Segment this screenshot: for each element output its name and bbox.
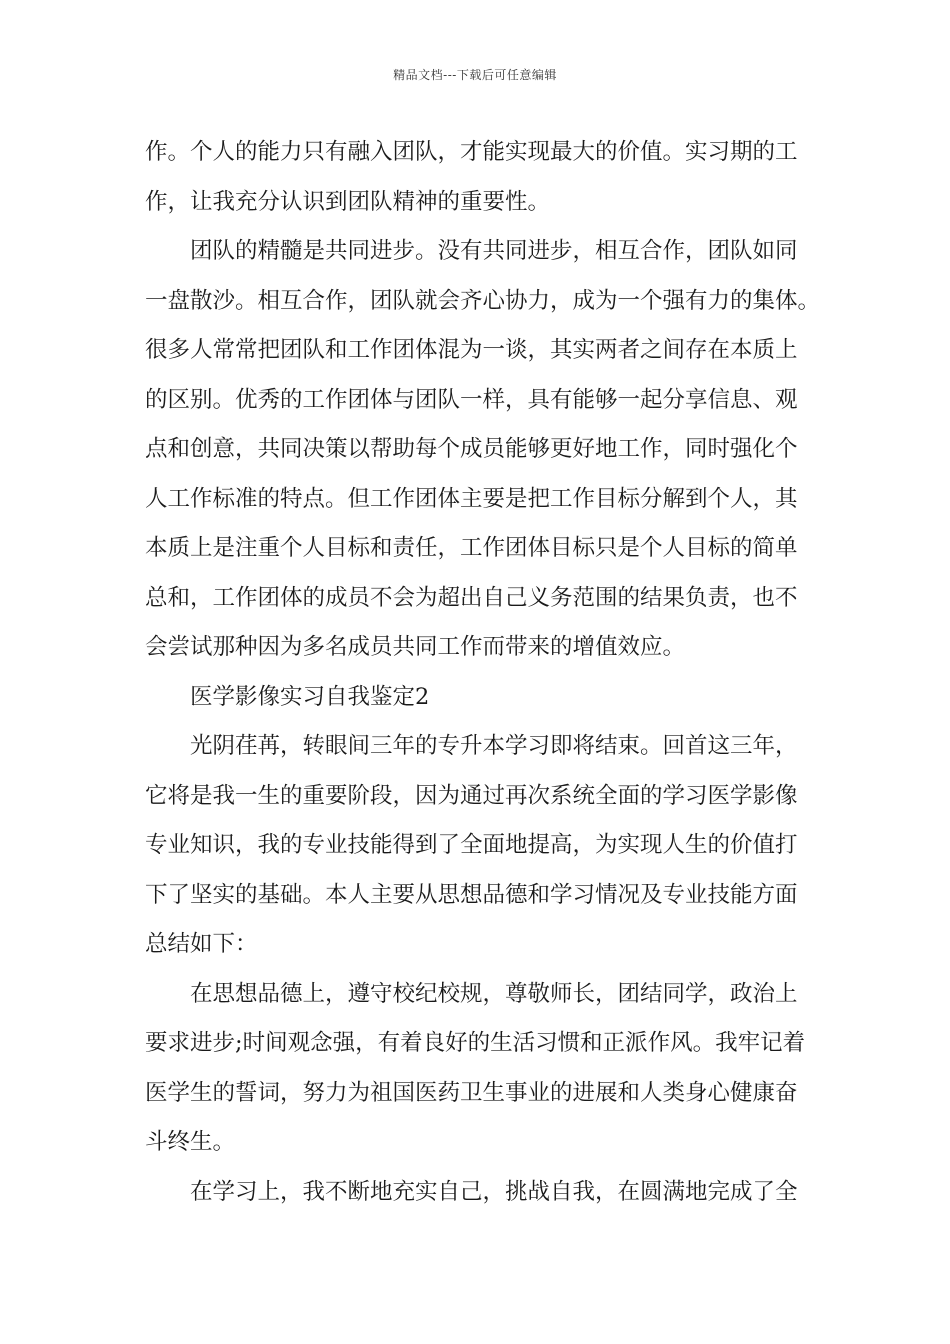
text-line: 的区别。优秀的工作团体与团队一样，具有能够一起分享信息、观 bbox=[145, 386, 798, 413]
text-line: 专业知识，我的专业技能得到了全面地提高，为实现人生的价值打 bbox=[145, 832, 798, 858]
text-line: 医学生的誓词，努力为祖国医药卫生事业的进展和人类身心健康奋 bbox=[145, 1079, 798, 1106]
page-header: 精品文档---下载后可任意编辑 bbox=[393, 68, 557, 82]
text-line: 一盘散沙。相互合作，团队就会齐心协力，成为一个强有力的集体。 bbox=[145, 287, 821, 314]
text-line: 总结如下： bbox=[145, 931, 258, 957]
text-line: 它将是我一生的重要阶段，因为通过再次系统全面的学习医学影像 bbox=[145, 782, 798, 809]
text-line: 在思想品德上，遵守校纪校规，尊敬师长，团结同学，政治上 bbox=[190, 980, 798, 1007]
text-line: 很多人常常把团队和工作团体混为一谈，其实两者之间存在本质上 bbox=[145, 337, 798, 363]
text-line: 会尝试那种因为多名成员共同工作而带来的增值效应。 bbox=[145, 634, 686, 660]
text-line: 要求进步;时间观念强，有着良好的生活习惯和正派作风。我牢记着 bbox=[145, 1030, 806, 1056]
text-line: 斗终生。 bbox=[145, 1129, 236, 1155]
text-line: 光阴荏苒，转眼间三年的专升本学习即将结束。回首这三年， bbox=[190, 733, 798, 759]
text-line: 本质上是注重个人目标和责任，工作团体目标只是个人目标的简单 bbox=[145, 535, 798, 561]
document-body bbox=[145, 128, 821, 1217]
text-line: 总和，工作团体的成员不会为超出自己义务范围的结果负责，也不 bbox=[145, 584, 798, 611]
text-line: 在学习上，我不断地充实自己，挑战自我，在圆满地完成了全 bbox=[190, 1178, 798, 1205]
text-line: 作。个人的能力只有融入团队，才能实现最大的价值。实习期的工 bbox=[145, 139, 798, 165]
text-line: 团队的精髓是共同进步。没有共同进步，相互合作，团队如同 bbox=[190, 238, 798, 264]
text-line: 点和创意，共同决策以帮助每个成员能够更好地工作，同时强化个 bbox=[145, 436, 798, 462]
text-line: 人工作标准的特点。但工作团体主要是把工作目标分解到个人，其 bbox=[145, 485, 798, 512]
text-line: 作，让我充分认识到团队精神的重要性。 bbox=[145, 188, 551, 215]
section-heading: 医学影像实习自我鉴定2 bbox=[190, 683, 430, 710]
text-line: 下了坚实的基础。本人主要从思想品德和学习情况及专业技能方面 bbox=[145, 881, 798, 908]
